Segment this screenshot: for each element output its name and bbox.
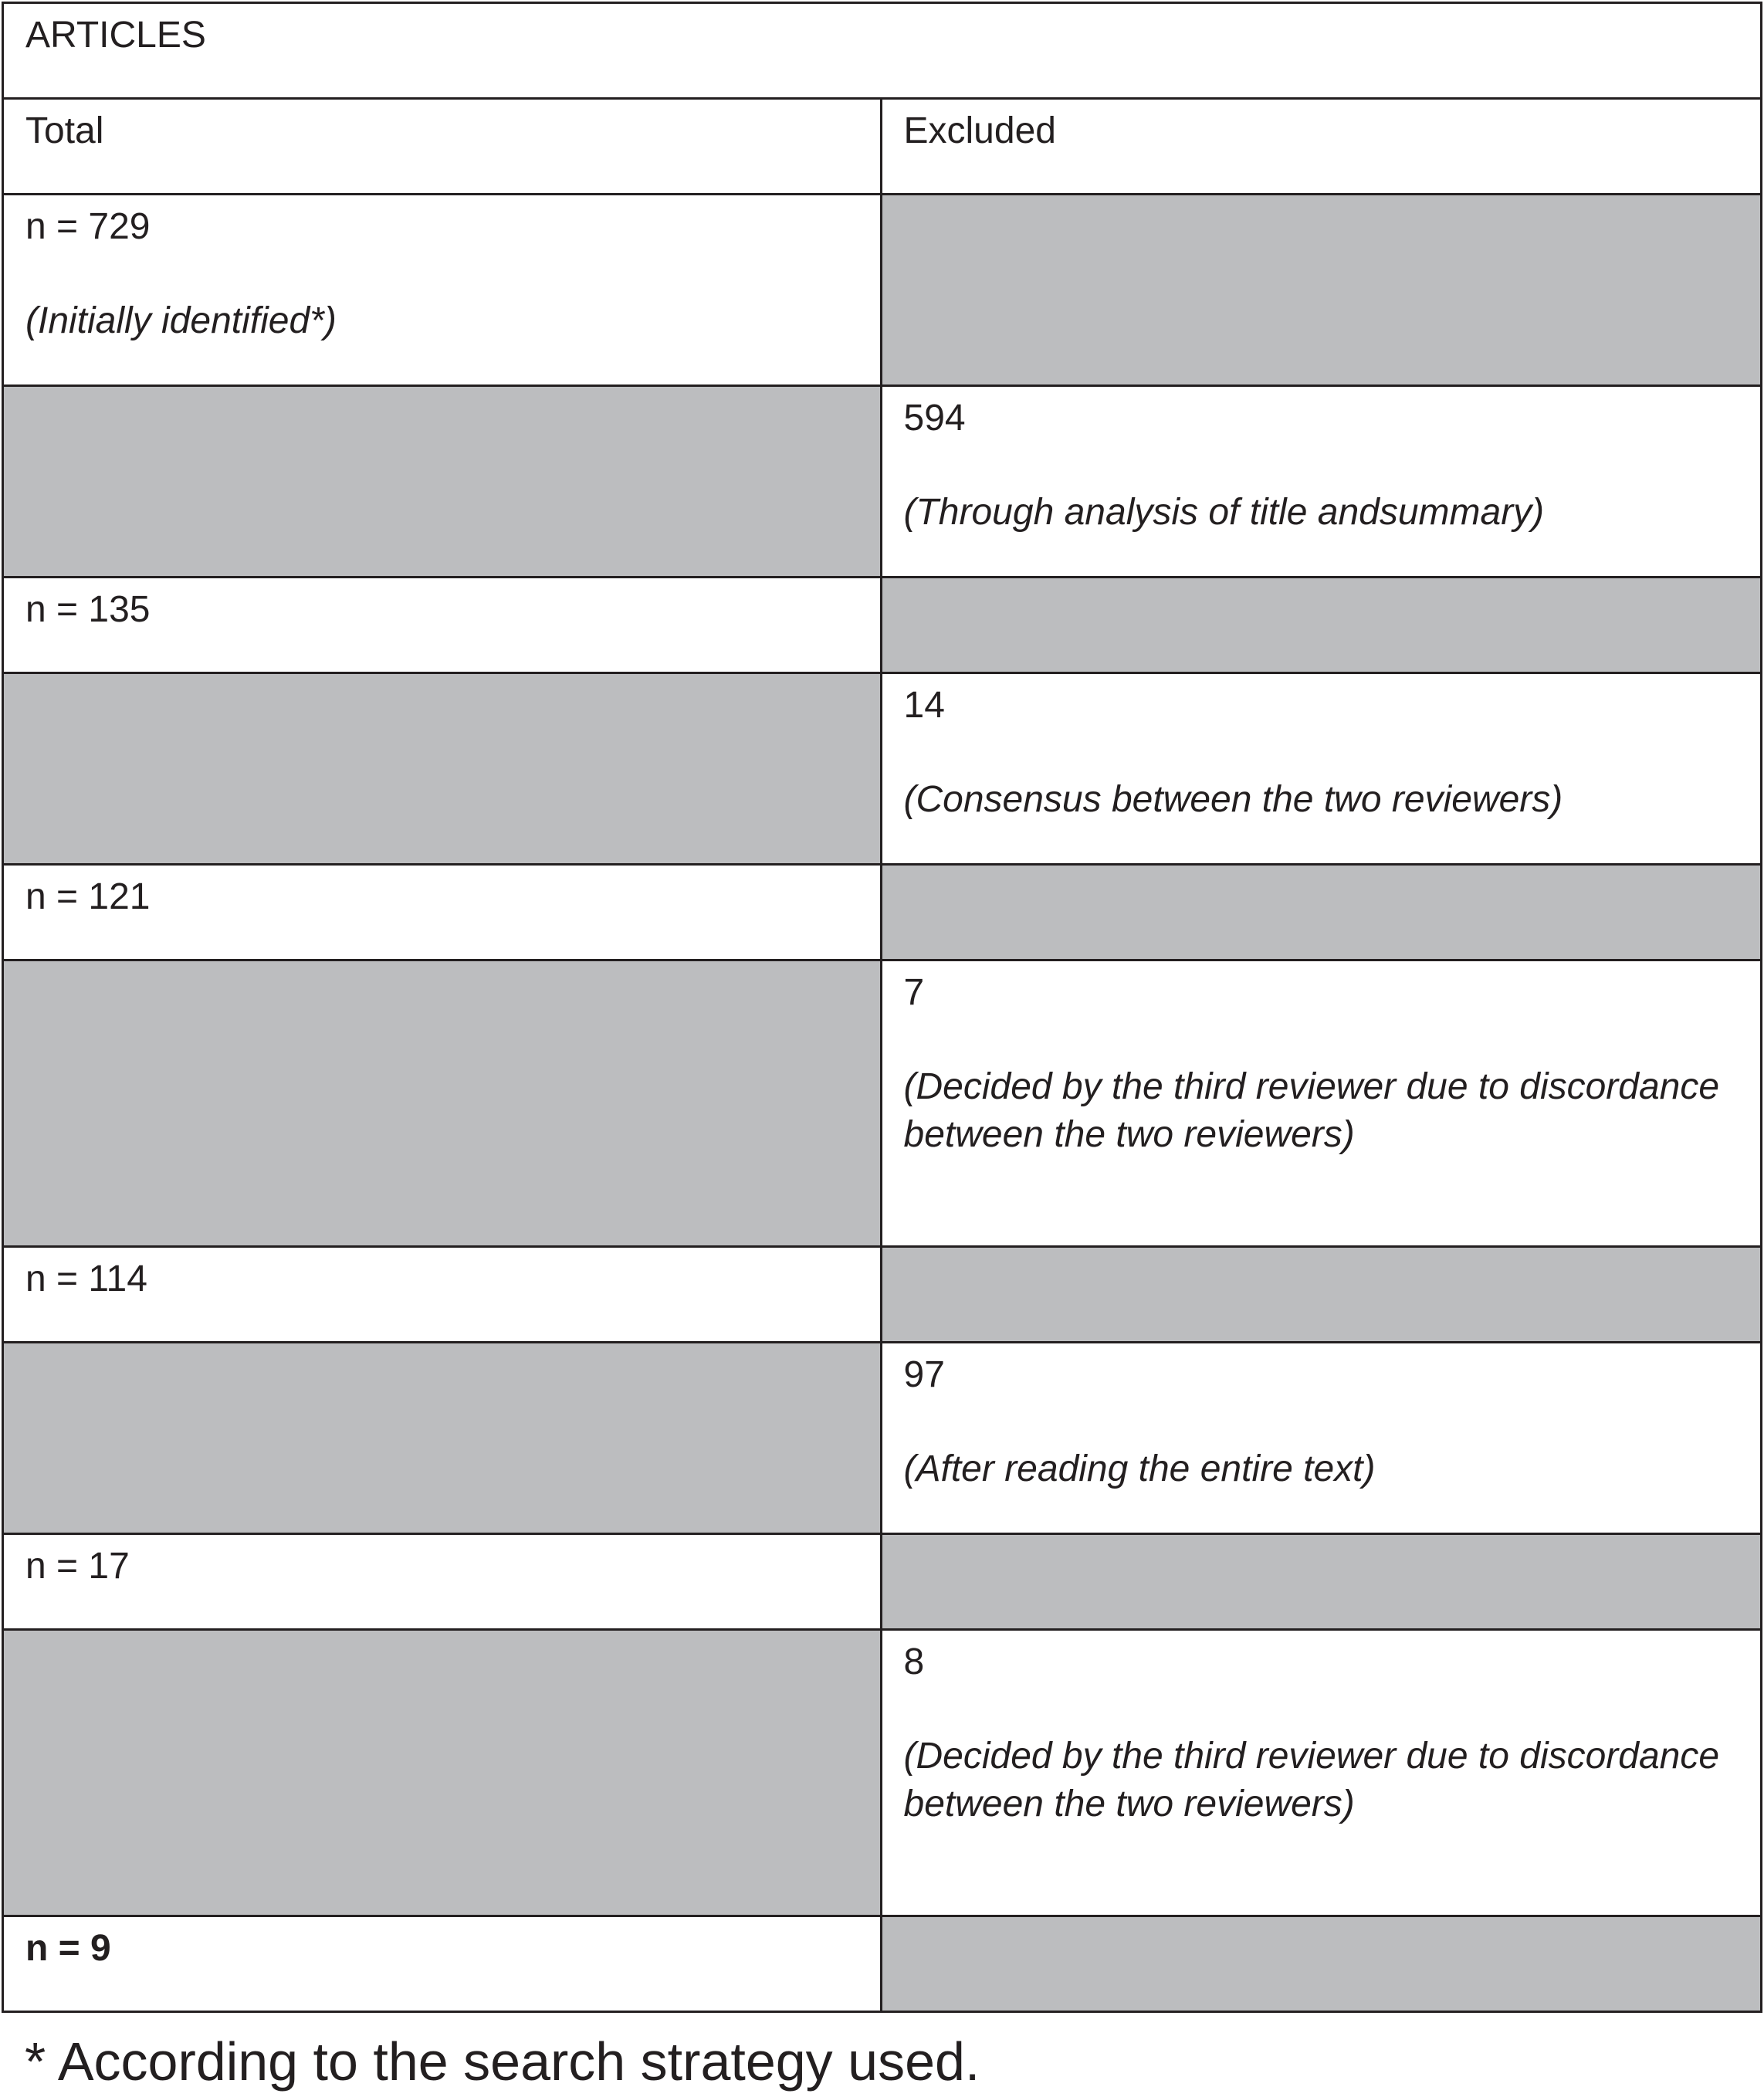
excluded-cell [882,674,1763,866]
excluded-value: 97 [903,1354,945,1395]
total-cell [4,578,882,674]
empty-total-cell [4,387,882,578]
excluded-note: (Through analysis of title andsummary) [903,492,1545,533]
final-total-value: n = 9 [25,1928,111,1969]
table-row [4,1248,1762,1343]
excluded-note: (Consensus between the two reviewers) [903,779,1563,820]
empty-excluded-cell [882,1535,1763,1631]
empty-total-cell [4,674,882,866]
footnote: * According to the search strategy used. [25,2031,980,2092]
total-value: n = 114 [25,1259,147,1299]
column-header-total: Total [4,100,882,195]
table-row [4,1535,1762,1631]
table-title-row [4,4,1762,100]
table-row [4,961,1762,1248]
table-title: ARTICLES [4,4,1762,100]
total-cell [4,1917,882,2013]
empty-total-cell [4,961,882,1248]
empty-total-cell [4,1631,882,1917]
total-cell [4,1535,882,1631]
empty-excluded-cell [882,866,1763,961]
excluded-cell [882,961,1763,1248]
excluded-note: (Decided by the third reviewer due to discordance between the two reviewers) [903,1066,1720,1155]
empty-excluded-cell [882,1248,1763,1343]
articles-table [2,2,1762,2013]
excluded-cell [882,1343,1763,1535]
excluded-cell [882,1631,1763,1917]
total-cell [4,1248,882,1343]
total-value: n = 729 [25,206,151,247]
column-header-excluded: Excluded [882,100,1763,195]
excluded-note: (Decided by the third reviewer due to discordance between the two reviewers) [903,1736,1720,1824]
table-row [4,1917,1762,2013]
excluded-cell [882,387,1763,578]
empty-total-cell [4,1343,882,1535]
excluded-value: 594 [903,398,966,439]
table-header-row [4,100,1762,195]
empty-excluded-cell [882,1917,1763,2013]
total-note: (Initially identified*) [25,300,337,341]
total-cell [4,866,882,961]
empty-excluded-cell [882,578,1763,674]
excluded-note: (After reading the entire text) [903,1448,1376,1489]
total-value: n = 17 [25,1546,130,1587]
table-row [4,1631,1762,1917]
total-cell [4,195,882,387]
excluded-value: 8 [903,1641,925,1682]
total-value: n = 135 [25,589,151,630]
excluded-value: 7 [903,972,925,1013]
table-row [4,1343,1762,1535]
table-row [4,866,1762,961]
table-row [4,578,1762,674]
excluded-value: 14 [903,685,945,726]
table-row [4,674,1762,866]
table-row [4,195,1762,387]
empty-excluded-cell [882,195,1763,387]
table-row [4,387,1762,578]
total-value: n = 121 [25,876,151,917]
